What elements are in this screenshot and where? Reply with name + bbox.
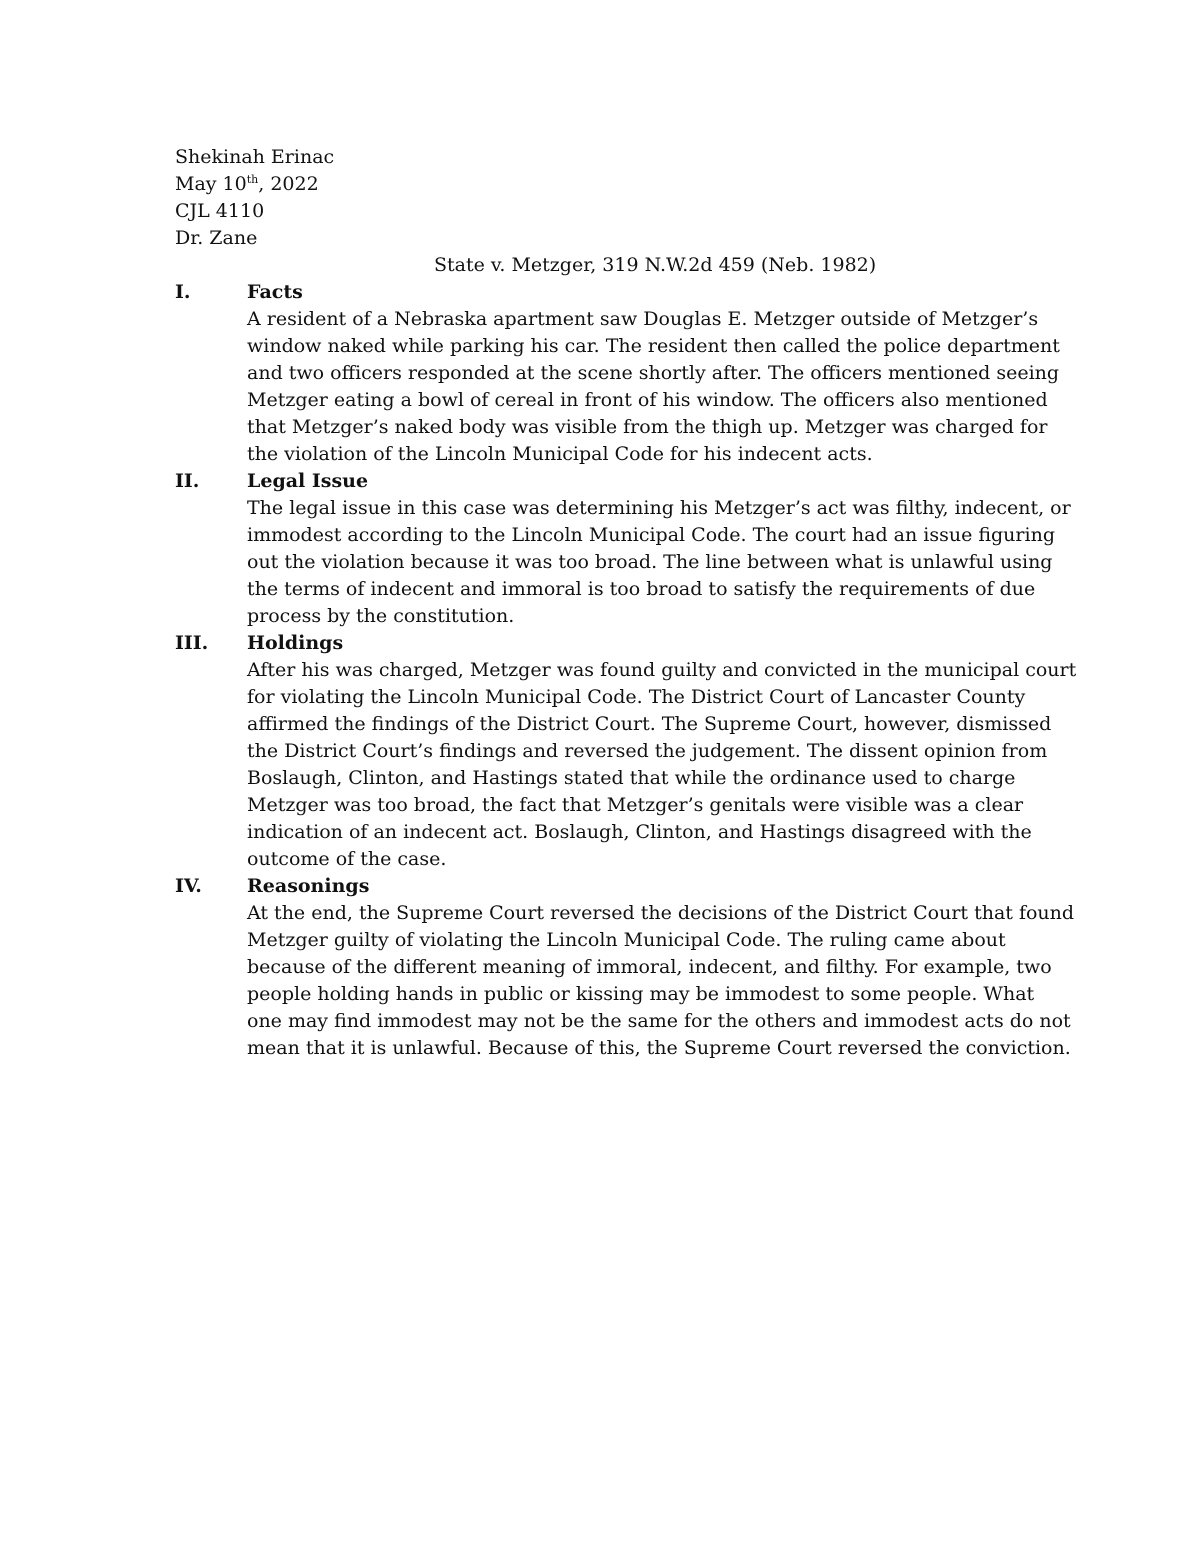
body-line: affirmed the findings of the District Court. The Supreme Court, however, dismissed [247,713,1052,735]
body-line: Metzger eating a bowl of cereal in front of his window. The officers also mentioned [247,389,1048,411]
section-body [247,900,1075,1062]
body-line: because of the different meaning of immoral, indecent, and filthy. For example, two [247,956,1052,978]
body-line: the violation of the Lincoln Municipal Code for his indecent acts. [247,443,873,465]
body-line: the terms of indecent and immoral is too broad to satisfy the requirements of due [247,578,1036,600]
instructor-name: Dr. Zane [175,227,258,249]
date-suffix: , 2022 [258,173,319,195]
body-line: indication of an indecent act. Boslaugh, Clinton, and Hastings disagreed with the [247,821,1032,843]
date-line [175,171,334,198]
section-numeral: III. [175,632,209,654]
section-heading [175,468,1075,495]
body-line: mean that it is unlawful. Because of this, the Supreme Court reversed the conviction. [247,1037,1071,1059]
section-body [247,306,1075,468]
section-heading [175,630,1075,657]
body-line: out the violation because it was too broad. The line between what is unlawful using [247,551,1053,573]
body-line: the District Court’s findings and reversed the judgement. The dissent opinion from [247,740,1048,762]
date-prefix: May 10 [175,173,247,195]
section-title: Legal Issue [247,470,369,492]
body-line: window naked while parking his car. The resident then called the police department [247,335,1060,357]
body-line: that Metzger’s naked body was visible from the thigh up. Metzger was charged for [247,416,1048,438]
body-line: Metzger guilty of violating the Lincoln Municipal Code. The ruling came about [247,929,1006,951]
section-heading [175,873,1075,900]
section-numeral: I. [175,281,191,303]
body-line: process by the constitution. [247,605,515,627]
body-line: for violating the Lincoln Municipal Code. The District Court of Lancaster County [247,686,1026,708]
body-line: outcome of the case. [247,848,447,870]
author-name: Shekinah Erinac [175,146,335,168]
body-line: Boslaugh, Clinton, and Hastings stated that while the ordinance used to charge [247,767,1016,789]
section-title: Holdings [247,632,344,654]
section-holdings [175,630,1075,873]
section-facts [175,279,1075,468]
body-line: people holding hands in public or kissing may be immodest to some people. What [247,983,1035,1005]
section-body [247,657,1075,873]
body-line: A resident of a Nebraska apartment saw Douglas E. Metzger outside of Metzger’s [247,308,1039,330]
section-reasonings [175,873,1075,1062]
date-superscript: th [246,173,259,186]
body-line: and two officers responded at the scene shortly after. The officers mentioned seeing [247,362,1060,384]
section-numeral: IV. [175,875,202,897]
body-line: immodest according to the Lincoln Municipal Code. The court had an issue figuring [247,524,1055,546]
section-title: Reasonings [247,875,370,897]
section-title: Facts [247,281,303,303]
body-line: After his was charged, Metzger was found guilty and convicted in the municipal court [247,659,1077,681]
header-block [175,144,334,252]
body-line: Metzger was too broad, the fact that Metzger’s genitals were visible was a clear [247,794,1024,816]
case-title: State v. Metzger, 319 N.W.2d 459 (Neb. 1982) [434,254,877,276]
section-legal-issue [175,468,1075,630]
section-heading [175,279,1075,306]
body-line: At the end, the Supreme Court reversed the decisions of the District Court that found [247,902,1075,924]
body-line: The legal issue in this case was determining his Metzger’s act was filthy, indecent, or [247,497,1071,519]
course-code: CJL 4110 [175,200,265,222]
body-line: one may find immodest may not be the same for the others and immodest acts do not [247,1010,1071,1032]
section-body [247,495,1075,630]
section-numeral: II. [175,470,200,492]
